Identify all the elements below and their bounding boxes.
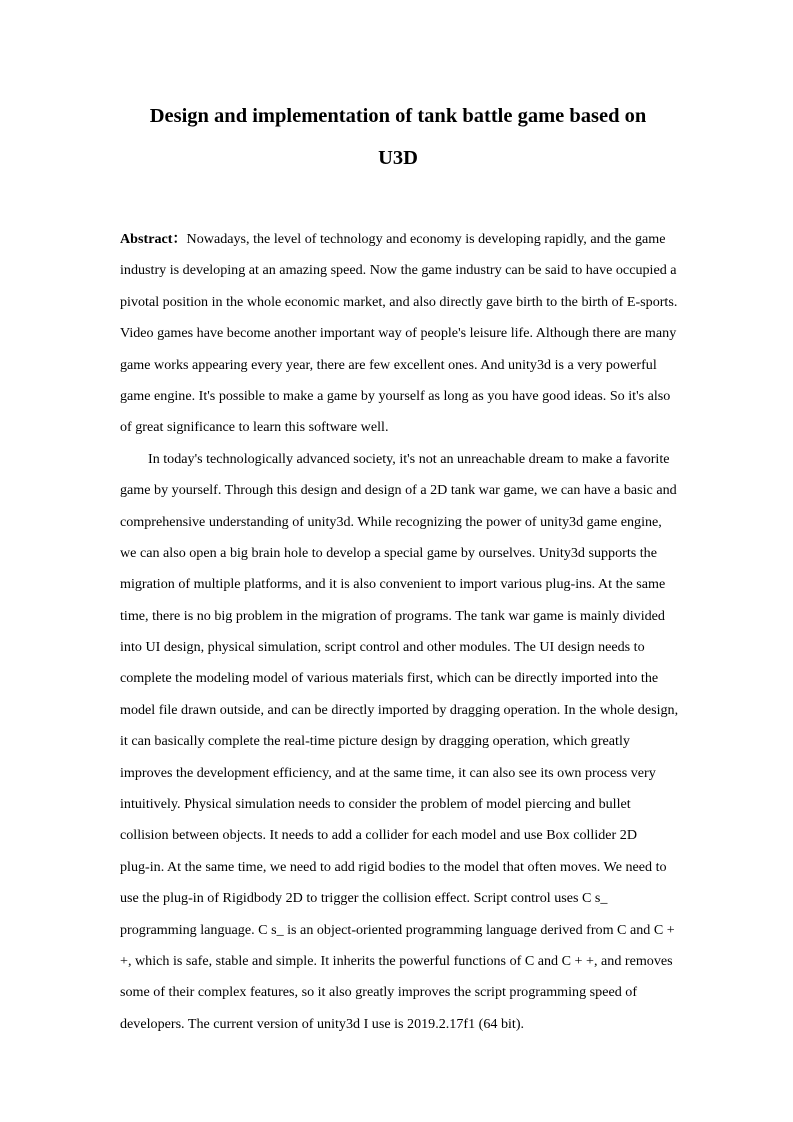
abstract-line — [120, 224, 690, 255]
paper-title-line-2: U3D — [378, 147, 418, 169]
abstract-line: of great significance to learn this software well. — [120, 419, 389, 436]
abstract-line: pivotal position in the whole economic market, and also directly gave birth to the birth of E-sports. — [120, 293, 678, 310]
paragraph-line: use the plug-in of Rigidbody 2D to trigger the collision effect. Script control uses C s_ — [120, 890, 608, 907]
paragraph-line: migration of multiple platforms, and it is also convenient to import various plug-ins. At the same — [120, 576, 666, 593]
paragraph-line: improves the development efficiency, and at the same time, it can also see its own process very — [120, 764, 656, 781]
paragraph-line: comprehensive understanding of unity3d. While recognizing the power of unity3d game engine, — [120, 513, 662, 530]
paragraph-line: collision between objects. It needs to add a collider for each model and use Box collider 2D — [120, 827, 638, 844]
paragraph-line: into UI design, physical simulation, script control and other modules. The UI design needs to — [120, 639, 645, 656]
abstract-line: game works appearing every year, there are few excellent ones. And unity3d is a very powerful — [120, 356, 657, 373]
paragraph-line: time, there is no big problem in the migration of programs. The tank war game is mainly divided — [120, 607, 665, 624]
abstract-body — [120, 224, 690, 1040]
abstract-line: industry is developing at an amazing speed. Now the game industry can be said to have occupied a — [120, 262, 677, 279]
paragraph-line: complete the modeling model of various materials first, which can be directly imported into the — [120, 670, 659, 687]
paragraph-line: +, which is safe, stable and simple. It inherits the powerful functions of C and C + +, and removes — [120, 952, 673, 969]
paper-title-line-1: Design and implementation of tank battle game based on — [149, 105, 647, 127]
paragraph-line: intuitively. Physical simulation needs to consider the problem of model piercing and bullet — [120, 796, 631, 813]
paragraph-line: programming language. C s_ is an object-oriented programming language derived from C and C + — [120, 921, 675, 938]
abstract-line: Video games have become another important way of people's leisure life. Although there are many — [120, 325, 677, 342]
paragraph-line: we can also open a big brain hole to develop a special game by ourselves. Unity3d supports the — [120, 544, 657, 561]
paragraph-line: In today's technologically advanced society, it's not an unreachable dream to make a favorite — [148, 450, 670, 467]
paragraph-line: developers. The current version of unity3d I use is 2019.2.17f1 (64 bit). — [120, 1015, 525, 1032]
paragraph-line: plug-in. At the same time, we need to add rigid bodies to the model that often moves. We need to — [120, 858, 667, 875]
abstract-text: Nowadays, the level of technology and economy is developing rapidly, and the game — [186, 231, 666, 247]
paragraph-line: game by yourself. Through this design and design of a 2D tank war game, we can have a basic and — [120, 482, 677, 499]
paragraph-line: model file drawn outside, and can be directly imported by dragging operation. In the whole design, — [120, 701, 679, 718]
paragraph-line: some of their complex features, so it also greatly improves the script programming speed of — [120, 984, 638, 1001]
abstract-label: Abstract： — [120, 231, 187, 247]
paragraph-line: it can basically complete the real-time picture design by dragging operation, which greatly — [120, 733, 630, 750]
abstract-line: game engine. It's possible to make a game by yourself as long as you have good ideas. So it's also — [120, 387, 671, 404]
